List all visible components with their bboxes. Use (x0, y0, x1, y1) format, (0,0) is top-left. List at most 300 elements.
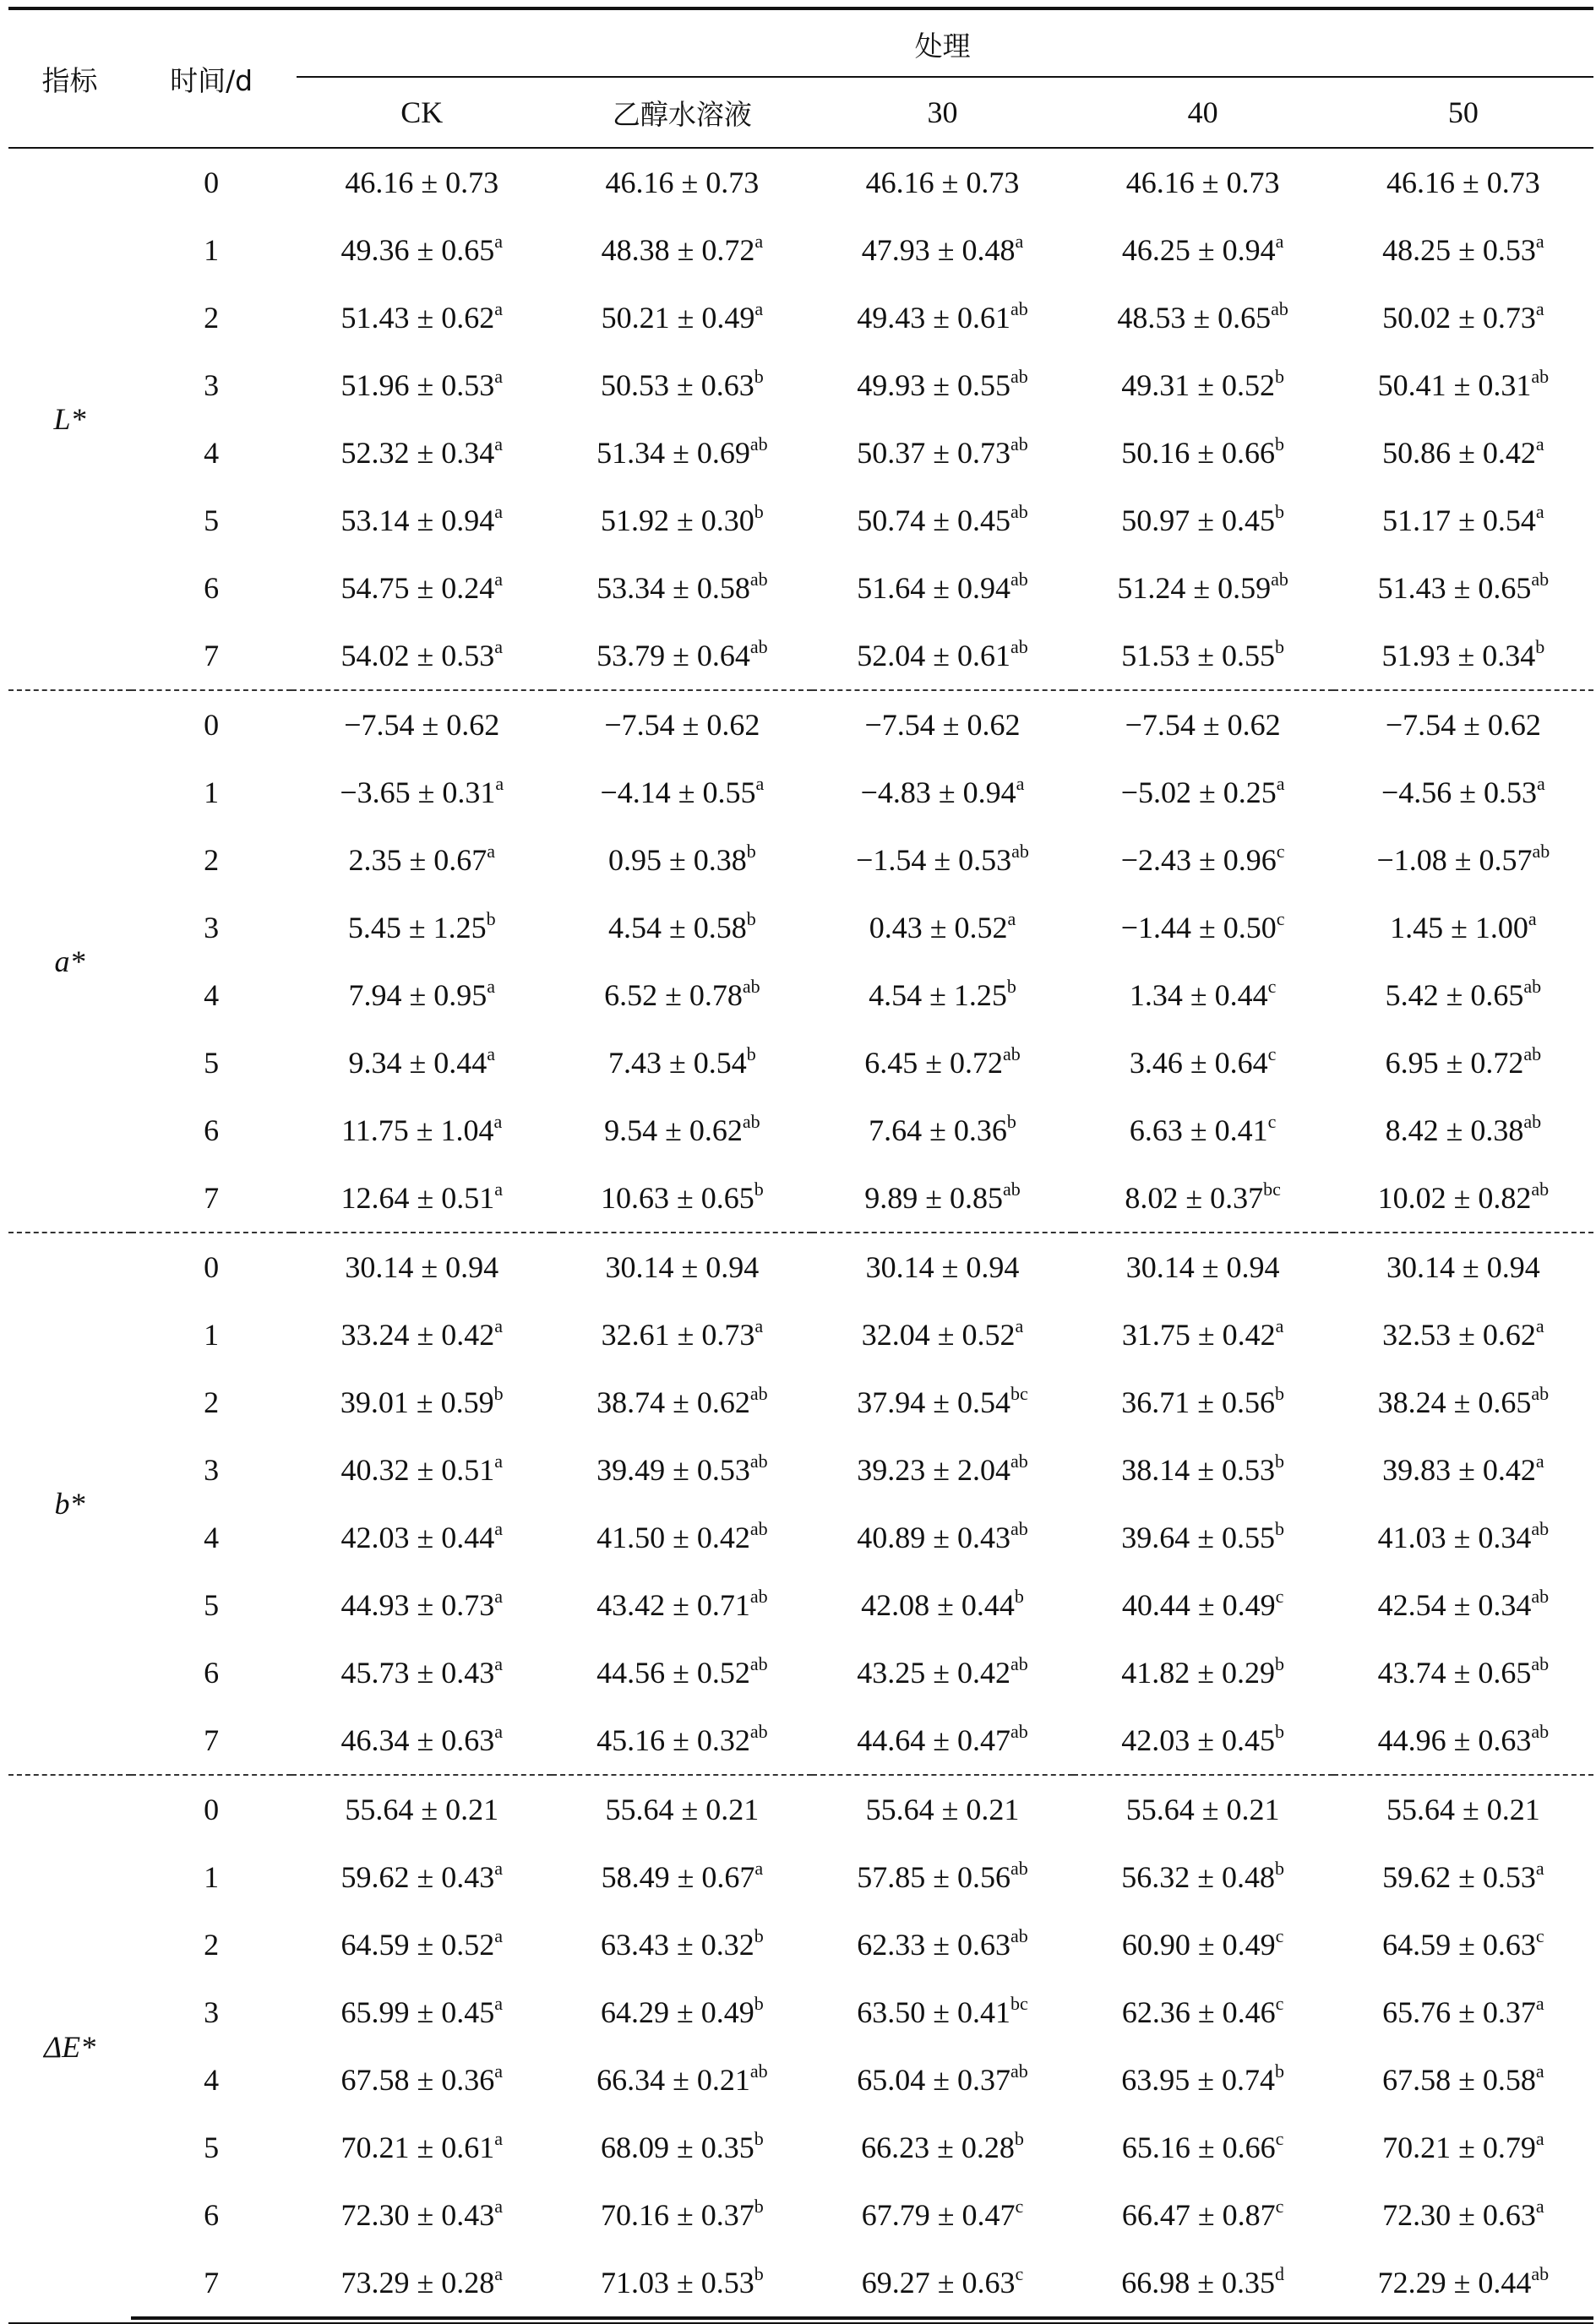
significance-letter: b (1535, 636, 1545, 657)
mean-sd-value: 53.34 ± 0.58 (596, 571, 750, 605)
value-cell (812, 554, 1072, 622)
significance-letter: ab (742, 1111, 760, 1132)
significance-letter: b (754, 501, 764, 522)
significance-letter: ab (1531, 1178, 1550, 1200)
mean-sd-value: −1.44 ± 0.50 (1120, 911, 1277, 944)
table-row (8, 1706, 1593, 1775)
value-cell (552, 759, 812, 826)
significance-letter: c (1275, 2128, 1284, 2149)
value-cell (291, 1233, 552, 1301)
mean-sd-value: 6.45 ± 0.72 (864, 1046, 1003, 1080)
value-cell (1333, 1097, 1593, 1164)
mean-sd-value: 64.29 ± 0.49 (600, 1995, 754, 2029)
value-cell (812, 1164, 1072, 1233)
mean-sd-value: 72.30 ± 0.43 (340, 2198, 495, 2232)
significance-letter: ab (1010, 1518, 1028, 1539)
mean-sd-value: 39.01 ± 0.59 (340, 1385, 494, 1419)
time-cell: 5 (204, 1046, 220, 1080)
mean-sd-value: 50.16 ± 0.66 (1121, 436, 1276, 470)
value-cell (1333, 284, 1593, 351)
table-header (8, 8, 1593, 148)
mean-sd-value: 11.75 ± 1.04 (341, 1113, 494, 1147)
value-cell (1333, 1978, 1593, 2046)
mean-sd-value: −4.83 ± 0.94 (860, 776, 1016, 809)
mean-sd-value: 55.64 ± 0.21 (1386, 1793, 1540, 1826)
table-row (8, 1571, 1593, 1639)
mean-sd-value: 62.36 ± 0.46 (1121, 1995, 1276, 2029)
value-cell (1073, 961, 1333, 1029)
significance-letter: c (1015, 2263, 1024, 2284)
significance-letter: b (746, 908, 756, 929)
value-cell (1073, 1571, 1333, 1639)
value-cell (1073, 419, 1333, 487)
significance-letter: a (1535, 2128, 1544, 2149)
value-cell (552, 894, 812, 961)
time-cell: 4 (204, 2063, 220, 2097)
significance-letter: a (494, 501, 503, 522)
time-cell: 3 (204, 1453, 220, 1487)
table-row (8, 1775, 1593, 1843)
value-cell (552, 1639, 812, 1706)
mean-sd-value: 57.85 ± 0.56 (857, 1860, 1010, 1894)
mean-sd-value: 39.23 ± 2.04 (857, 1453, 1010, 1487)
mean-sd-value: 30.14 ± 0.94 (345, 1250, 499, 1284)
mean-sd-value: 7.94 ± 0.95 (348, 978, 488, 1012)
time-cell: 5 (204, 2131, 220, 2164)
significance-letter: ab (1010, 366, 1028, 387)
significance-letter: c (1015, 2196, 1024, 2217)
value-cell (552, 1775, 812, 1843)
significance-letter: a (1535, 433, 1544, 454)
mean-sd-value: 4.54 ± 1.25 (869, 978, 1007, 1012)
significance-letter: a (494, 433, 503, 454)
mean-sd-value: 1.45 ± 1.00 (1390, 911, 1528, 944)
significance-letter: b (754, 1925, 764, 1946)
value-cell (1333, 2114, 1593, 2181)
mean-sd-value: −2.43 ± 0.96 (1120, 843, 1277, 877)
mean-sd-value: 51.34 ± 0.69 (596, 436, 750, 470)
significance-letter: a (1016, 773, 1025, 794)
mean-sd-value: 69.27 ± 0.63 (861, 2266, 1016, 2300)
significance-letter: ab (749, 1721, 768, 1742)
value-cell (1333, 2249, 1593, 2318)
value-cell (812, 1504, 1072, 1571)
mean-sd-value: 42.03 ± 0.44 (340, 1521, 495, 1554)
significance-letter: c (1275, 2196, 1284, 2217)
significance-letter: a (754, 231, 764, 252)
value-cell (291, 1706, 552, 1775)
value-cell (1333, 894, 1593, 961)
table-row (8, 1369, 1593, 1436)
value-cell (812, 1369, 1072, 1436)
mean-sd-value: 39.49 ± 0.53 (596, 1453, 750, 1487)
value-cell (291, 216, 552, 284)
significance-letter: a (1537, 773, 1545, 794)
value-cell (1073, 1164, 1333, 1233)
treatment-group-header: 处理 (291, 8, 1593, 78)
mean-sd-value: 6.95 ± 0.72 (1385, 1046, 1524, 1080)
table-row (8, 961, 1593, 1029)
significance-letter: ab (1011, 841, 1029, 862)
time-cell: 7 (204, 639, 220, 672)
mean-sd-value: 67.79 ± 0.47 (861, 2198, 1016, 2232)
table-row (8, 487, 1593, 554)
mean-sd-value: 65.16 ± 0.66 (1121, 2131, 1276, 2164)
value-cell (552, 554, 812, 622)
value-cell (812, 487, 1072, 554)
mean-sd-value: 30.14 ± 0.94 (865, 1250, 1020, 1284)
significance-letter: ab (749, 1450, 768, 1472)
mean-sd-value: 72.30 ± 0.63 (1382, 2198, 1536, 2232)
mean-sd-value: 55.64 ± 0.21 (345, 1793, 499, 1826)
value-cell (812, 961, 1072, 1029)
value-cell (291, 690, 552, 759)
value-cell (1073, 1843, 1333, 1911)
value-cell (1333, 487, 1593, 554)
time-cell: 6 (204, 1656, 220, 1690)
mean-sd-value: 54.75 ± 0.24 (340, 571, 495, 605)
header-row-1 (8, 8, 1593, 78)
time-cell: 7 (131, 2249, 291, 2318)
mean-sd-value: 38.74 ± 0.62 (596, 1385, 750, 1419)
table-row (8, 1504, 1593, 1571)
value-cell (1333, 961, 1593, 1029)
value-cell (291, 351, 552, 419)
table-row (8, 1978, 1593, 2046)
mean-sd-value: 51.43 ± 0.62 (340, 301, 495, 335)
value-cell (1073, 1978, 1333, 2046)
mean-sd-value: 55.64 ± 0.21 (1125, 1793, 1280, 1826)
value-cell (291, 1571, 552, 1639)
treatment-header-30: 30 (927, 95, 958, 129)
treatment-header-40: 40 (1187, 95, 1218, 129)
mean-sd-value: 49.43 ± 0.61 (857, 301, 1010, 335)
value-cell (1073, 148, 1333, 216)
value-cell (1333, 216, 1593, 284)
mean-sd-value: 72.29 ± 0.44 (1377, 2266, 1532, 2300)
value-cell (1333, 1233, 1593, 1301)
value-cell (1073, 622, 1333, 690)
mean-sd-value: 5.45 ± 1.25 (347, 911, 487, 944)
mean-sd-value: 40.89 ± 0.43 (857, 1521, 1010, 1554)
value-cell (812, 2181, 1072, 2249)
mean-sd-value: 9.34 ± 0.44 (348, 1046, 488, 1080)
mean-sd-value: 39.64 ± 0.55 (1121, 1521, 1276, 1554)
time-cell: 6 (204, 2198, 220, 2232)
significance-letter: ab (1271, 569, 1288, 590)
value-cell (552, 622, 812, 690)
value-cell (1333, 1706, 1593, 1775)
mean-sd-value: 68.09 ± 0.35 (600, 2131, 754, 2164)
significance-letter: b (1014, 1586, 1024, 1607)
mean-sd-value: 38.24 ± 0.65 (1377, 1385, 1532, 1419)
value-cell (552, 487, 812, 554)
mean-sd-value: 52.04 ± 0.61 (857, 639, 1010, 672)
significance-letter: ab (749, 2060, 768, 2082)
significance-letter: ab (749, 433, 768, 454)
value-cell (1073, 826, 1333, 894)
significance-letter: a (1276, 773, 1285, 794)
table-row (8, 2249, 1593, 2318)
mean-sd-value: 73.29 ± 0.28 (340, 2266, 495, 2300)
mean-sd-value: −4.14 ± 0.55 (600, 776, 756, 809)
table-row (8, 759, 1593, 826)
value-cell (291, 148, 552, 216)
value-cell (291, 1301, 552, 1369)
time-cell: 1 (204, 233, 220, 267)
mean-sd-value: 32.61 ± 0.73 (601, 1318, 755, 1352)
value-cell (812, 216, 1072, 284)
significance-letter: a (1535, 1858, 1544, 1879)
significance-letter: b (754, 366, 764, 387)
significance-letter: a (1535, 1993, 1544, 2014)
significance-letter: b (1275, 1858, 1285, 1879)
value-cell (552, 1301, 812, 1369)
mean-sd-value: 40.44 ± 0.49 (1121, 1588, 1276, 1622)
significance-letter: b (746, 841, 756, 862)
time-cell: 0 (131, 690, 291, 759)
mean-sd-value: 45.16 ± 0.32 (596, 1723, 750, 1757)
value-cell (1333, 1775, 1593, 1843)
significance-letter: bc (1010, 1993, 1028, 2014)
significance-letter: a (1535, 1315, 1544, 1336)
value-cell (1073, 351, 1333, 419)
value-cell (552, 1504, 812, 1571)
value-cell (552, 2114, 812, 2181)
value-cell (552, 1706, 812, 1775)
significance-letter: d (1275, 2263, 1285, 2284)
value-cell (291, 2249, 552, 2318)
mean-sd-value: 46.16 ± 0.73 (345, 166, 499, 199)
time-cell: 5 (204, 503, 220, 537)
significance-letter: ab (1010, 1925, 1028, 1946)
value-cell (1073, 1301, 1333, 1369)
significance-letter: ab (1003, 1043, 1021, 1064)
value-cell (1333, 419, 1593, 487)
mean-sd-value: 65.04 ± 0.37 (857, 2063, 1010, 2097)
significance-letter: a (494, 1653, 503, 1674)
significance-letter: a (1528, 908, 1537, 929)
index-label-cell: L* (53, 402, 86, 436)
value-cell (812, 1639, 1072, 1706)
time-cell: 7 (204, 1723, 220, 1757)
significance-letter: a (494, 2196, 503, 2217)
mean-sd-value: 46.25 ± 0.94 (1121, 233, 1276, 267)
mean-sd-value: −7.54 ± 0.62 (1125, 708, 1281, 742)
mean-sd-value: 36.71 ± 0.56 (1121, 1385, 1276, 1419)
mean-sd-value: 42.54 ± 0.34 (1377, 1588, 1532, 1622)
value-cell (1333, 148, 1593, 216)
value-cell (812, 1706, 1072, 1775)
table-row (8, 1301, 1593, 1369)
mean-sd-value: 70.16 ± 0.37 (600, 2198, 754, 2232)
significance-letter: bc (1263, 1178, 1281, 1200)
mean-sd-value: 43.42 ± 0.71 (596, 1588, 750, 1622)
mean-sd-value: 45.73 ± 0.43 (340, 1656, 495, 1690)
value-cell (1073, 554, 1333, 622)
significance-letter: a (1535, 298, 1544, 319)
significance-letter: b (1006, 976, 1016, 997)
significance-letter: a (754, 298, 764, 319)
value-cell (291, 1029, 552, 1097)
value-cell (812, 2114, 1072, 2181)
value-cell (552, 2046, 812, 2114)
mean-sd-value: 67.58 ± 0.58 (1382, 2063, 1536, 2097)
mean-sd-value: 46.16 ± 0.73 (1386, 166, 1540, 199)
significance-letter: b (1275, 1721, 1285, 1742)
significance-letter: ab (749, 1518, 768, 1539)
mean-sd-value: 66.98 ± 0.35 (1121, 2266, 1276, 2300)
value-cell (1333, 351, 1593, 419)
value-cell (812, 1097, 1072, 1164)
mean-sd-value: 6.52 ± 0.78 (604, 978, 743, 1012)
significance-letter: ab (1010, 1450, 1028, 1472)
significance-letter: a (1015, 231, 1024, 252)
table-group (8, 148, 1593, 690)
significance-letter: a (1535, 1450, 1544, 1472)
time-cell: 3 (204, 1995, 220, 2029)
significance-letter: ab (1532, 841, 1550, 862)
value-cell (1073, 284, 1333, 351)
mean-sd-value: 41.03 ± 0.34 (1377, 1521, 1532, 1554)
value-cell (1073, 2046, 1333, 2114)
value-cell (1333, 1164, 1593, 1233)
mean-sd-value: 50.02 ± 0.73 (1382, 301, 1536, 335)
value-cell (291, 1978, 552, 2046)
value-cell (812, 1301, 1072, 1369)
mean-sd-value: 50.53 ± 0.63 (600, 368, 754, 402)
value-cell (812, 1775, 1072, 1843)
time-cell: 6 (204, 1113, 220, 1147)
significance-letter: ab (1010, 1721, 1028, 1742)
significance-letter: ab (1531, 366, 1550, 387)
time-cell: 0 (131, 1775, 291, 1843)
mean-sd-value: 43.74 ± 0.65 (1377, 1656, 1532, 1690)
mean-sd-value: 44.93 ± 0.73 (340, 1588, 495, 1622)
value-cell (552, 1233, 812, 1301)
value-cell (1333, 1029, 1593, 1097)
mean-sd-value: 64.59 ± 0.52 (340, 1928, 495, 1962)
mean-sd-value: 50.86 ± 0.42 (1382, 436, 1536, 470)
mean-sd-value: 43.25 ± 0.42 (857, 1656, 1010, 1690)
value-cell (552, 148, 812, 216)
value-cell (1073, 1504, 1333, 1571)
value-cell (1333, 622, 1593, 690)
significance-letter: a (494, 2060, 503, 2082)
value-cell (1073, 1911, 1333, 1978)
mean-sd-value: 2.35 ± 0.67 (348, 843, 488, 877)
significance-letter: a (494, 2263, 503, 2284)
mean-sd-value: 51.24 ± 0.59 (1117, 571, 1272, 605)
significance-letter: a (494, 231, 503, 252)
mean-sd-value: 66.47 ± 0.87 (1121, 2198, 1276, 2232)
significance-letter: a (1015, 1315, 1024, 1336)
significance-letter: c (1535, 1925, 1544, 1946)
mean-sd-value: 7.64 ± 0.36 (869, 1113, 1007, 1147)
significance-letter: ab (1010, 1858, 1028, 1879)
value-cell (812, 2046, 1072, 2114)
significance-letter: a (1275, 1315, 1284, 1336)
mean-sd-value: 12.64 ± 0.51 (340, 1181, 495, 1215)
value-cell (812, 1571, 1072, 1639)
mean-sd-value: 0.95 ± 0.38 (607, 843, 747, 877)
table-row (8, 216, 1593, 284)
mean-sd-value: 41.82 ± 0.29 (1121, 1656, 1276, 1690)
significance-letter: b (1275, 1653, 1285, 1674)
mean-sd-value: −7.54 ± 0.62 (344, 708, 500, 742)
value-cell (291, 2046, 552, 2114)
value-cell (1333, 1571, 1593, 1639)
value-cell (812, 690, 1072, 759)
mean-sd-value: 50.97 ± 0.45 (1121, 503, 1276, 537)
significance-letter: c (1275, 1993, 1284, 2014)
mean-sd-value: 48.25 ± 0.53 (1382, 233, 1536, 267)
significance-letter: ab (749, 1653, 768, 1674)
significance-letter: c (1267, 1111, 1277, 1132)
value-cell (812, 622, 1072, 690)
mean-sd-value: 52.32 ± 0.34 (340, 436, 495, 470)
mean-sd-value: 37.94 ± 0.54 (857, 1385, 1010, 1419)
value-cell (552, 826, 812, 894)
significance-letter: a (494, 1721, 503, 1742)
mean-sd-value: 49.36 ± 0.65 (340, 233, 495, 267)
table-row (8, 1029, 1593, 1097)
value-cell (291, 487, 552, 554)
mean-sd-value: 42.08 ± 0.44 (861, 1588, 1015, 1622)
time-cell: 6 (204, 571, 220, 605)
significance-letter: ab (1531, 1518, 1550, 1539)
significance-letter: b (1275, 501, 1285, 522)
significance-letter: ab (1003, 1178, 1021, 1200)
value-cell (812, 1911, 1072, 1978)
value-cell (812, 419, 1072, 487)
value-cell (1333, 690, 1593, 759)
mean-sd-value: 41.50 ± 0.42 (596, 1521, 750, 1554)
mean-sd-value: 58.49 ± 0.67 (601, 1860, 755, 1894)
value-cell (812, 1029, 1072, 1097)
mean-sd-value: 32.04 ± 0.52 (861, 1318, 1016, 1352)
significance-letter: b (1275, 636, 1285, 657)
significance-letter: ab (1531, 1653, 1550, 1674)
mean-sd-value: 7.43 ± 0.54 (607, 1046, 747, 1080)
significance-letter: a (487, 1043, 495, 1064)
significance-letter: ab (1010, 636, 1028, 657)
mean-sd-value: 64.59 ± 0.63 (1382, 1928, 1536, 1962)
mean-sd-value: 67.58 ± 0.36 (340, 2063, 495, 2097)
mean-sd-value: 65.99 ± 0.45 (340, 1995, 495, 2029)
value-cell (552, 2181, 812, 2249)
time-cell: 3 (204, 911, 220, 944)
time-cell: 0 (204, 166, 220, 199)
value-cell (1073, 2181, 1333, 2249)
significance-letter: a (487, 841, 495, 862)
significance-letter: a (494, 1450, 503, 1472)
mean-sd-value: 49.31 ± 0.52 (1121, 368, 1276, 402)
value-cell (291, 622, 552, 690)
mean-sd-value: 3.46 ± 0.64 (1129, 1046, 1268, 1080)
value-cell (552, 1369, 812, 1436)
treatment-header-50: 50 (1447, 95, 1479, 129)
significance-letter: a (494, 1586, 503, 1607)
table-row (8, 148, 1593, 216)
mean-sd-value: 9.54 ± 0.62 (604, 1113, 743, 1147)
table-row (8, 1436, 1593, 1504)
mean-sd-value: 4.54 ± 0.58 (607, 911, 747, 944)
treatment-header-ethanol: 乙醇水溶液 (612, 97, 752, 131)
table-row (8, 2046, 1593, 2114)
significance-letter: a (493, 1111, 503, 1132)
table-row (8, 419, 1593, 487)
